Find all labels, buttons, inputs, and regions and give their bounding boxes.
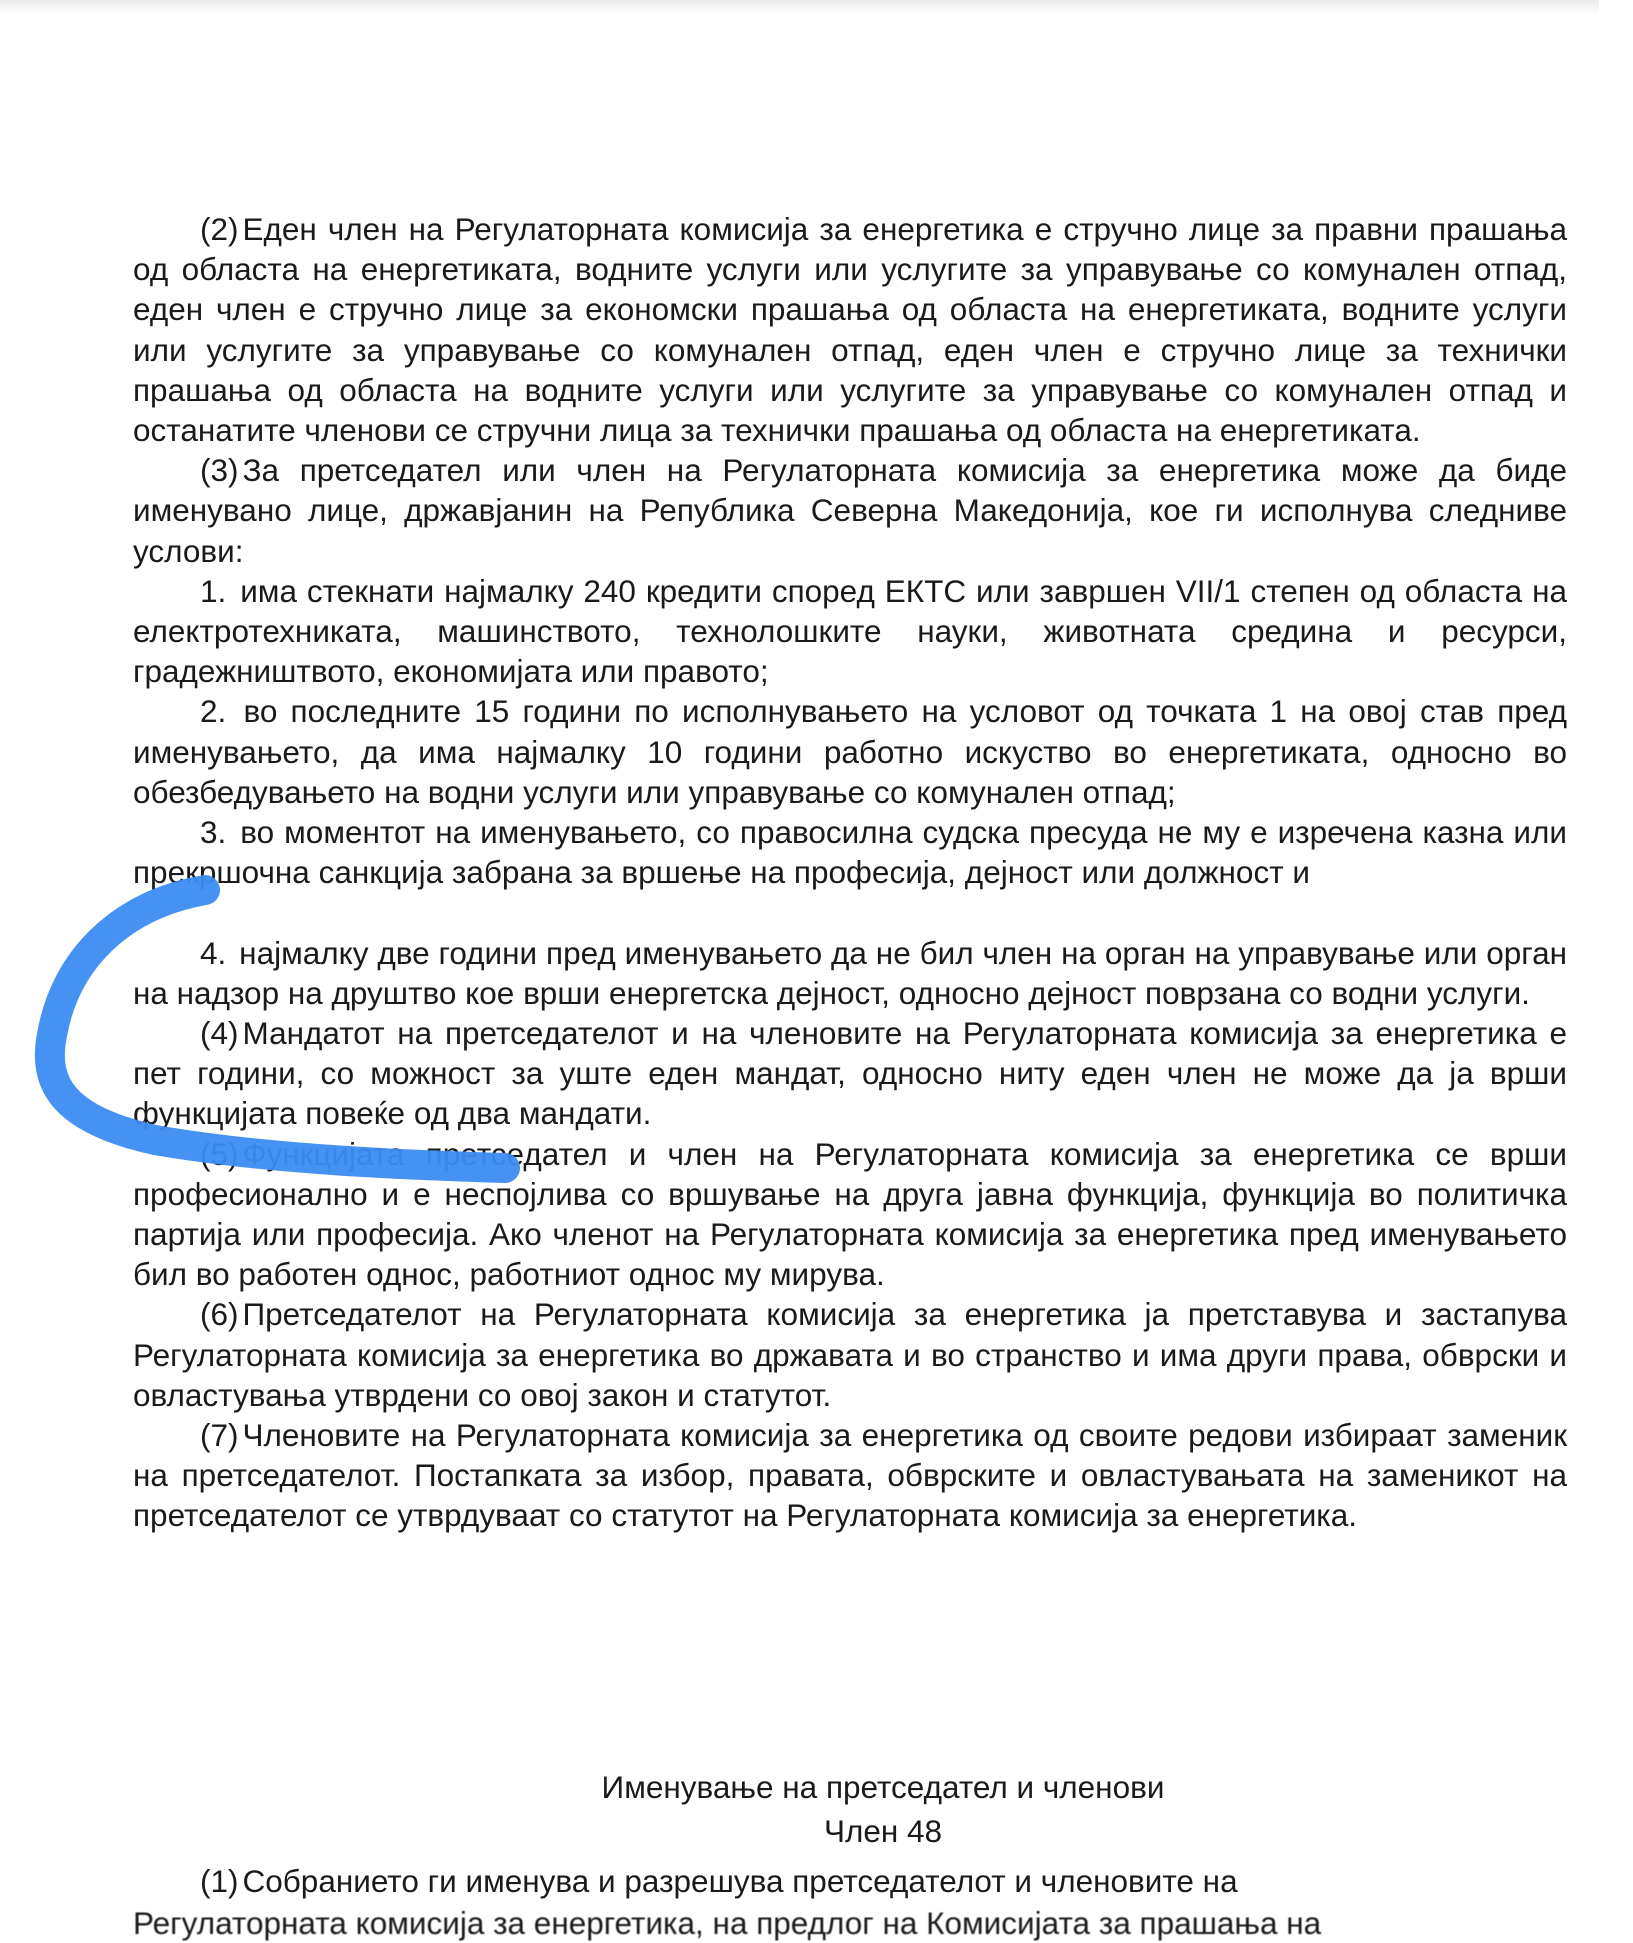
blank-line — [133, 892, 1567, 932]
paragraph-5: (5) Функцијата претседател и член на Регулаторната комисија за енергетика се врши професионално и е неспојлива со вршување на друга јавна функција, функција во политичка партија или професија. Ако членот на Регулаторната комисија за енергетика пред именувањето бил во работен однос, работниот однос му мирува. — [133, 1135, 1567, 1293]
list-item-1: 1. има стекнати најмалку 240 кредити според ЕКТС или завршен VII/1 степен од областа на електротехниката, машинството, технолошките науки, животната средина и ресурси, градежништвото, економијата или правото; — [133, 572, 1567, 690]
list-item-4: 4. најмалку две години пред именувањето да не бил член на орган на управување или орган на надзор на друштво кое врши енергетска дејност, односно дејност поврзана со водни услуги. — [133, 934, 1567, 1011]
paragraph-2: (2) Еден член на Регулаторната комисија за енергетика е стручно лице за правни прашања од областа на енергетиката, водните услуги или услугите за управување со комунален отпад, еден член е стручно лице за економски прашања од областа на енергетиката, водните услуги или услугите за управување со комунален отпад, еден член е стручно лице за технички прашања од областа на водните услуги или услугите за управување со комунален отпад и останатите членови се стручни лица за технички прашања од областа на енергетиката. — [133, 211, 1567, 449]
article-number: Член 48 — [823, 1813, 943, 1849]
document-body — [133, 209, 1567, 1536]
section-heading: Именување на претседател и членови — [601, 1769, 1165, 1805]
cut-off-line: Регулаторната комисија за енергетика, на предлог на Комисијата за прашања на — [133, 1905, 1322, 1941]
paragraph-1-article-48: (1) Собранието ги именува и разрешува претседателот и членовите на — [200, 1863, 1238, 1899]
list-item-2: 2. во последните 15 години по исполнувањето на условот од точката 1 на овој став пред именувањето, да има најмалку 10 години работно искуство во енергетиката, односно во обезбедувањето на водни услуги или управување со комунален отпад; — [133, 693, 1567, 810]
paragraph-6: (6) Претседателот на Регулаторната комисија за енергетика ја претставува и застапува Регулаторната комисија за енергетика во државата и во странство и има други права, обврски и овластувања утврдени со овој закон и статутот. — [133, 1296, 1567, 1413]
page-edge-shadow — [0, 0, 1599, 14]
paragraph-7: (7) Членовите на Регулаторната комисија за енергетика од своите редови избираат заменик на претседателот. Постапката за избор, правата, обврските и овластувањата на заменикот на претседателот се утврдуваат со статутот на Регулаторната комисија за енергетика. — [133, 1417, 1567, 1534]
paragraph-3: (3) За претседател или член на Регулаторната комисија за енергетика може да биде именувано лице, државјанин на Република Северна Македонија, кое ги исполнува следниве услови: — [133, 452, 1567, 569]
paragraph-4: (4) Мандатот на претседателот и на членовите на Регулаторната комисија за енергетика е пет години, со можност за уште еден мандат, односно ниту еден член не може да ја врши функцијата повеќе од два мандати. — [133, 1015, 1567, 1132]
list-item-3: 3. во моментот на именувањето, со правосилна судска пресуда не му е изречена казна или прекршочна санкција забрана за вршење на професија, дејност или должност и — [133, 814, 1567, 891]
